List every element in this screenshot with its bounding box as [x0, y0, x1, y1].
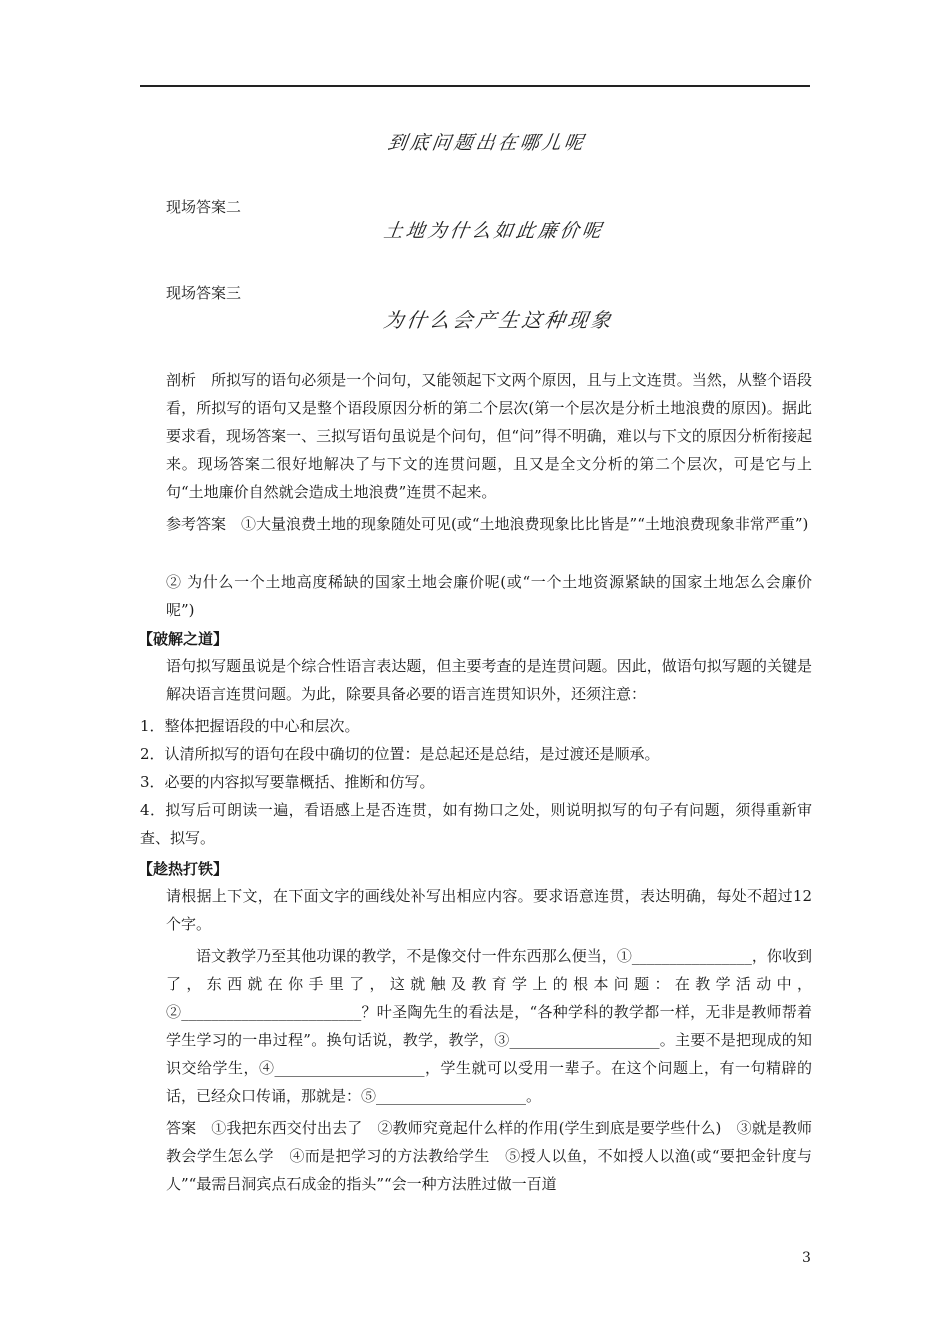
header-rule — [140, 85, 810, 87]
tip-4-text: 4．拟写后可朗读一遍，看语感上是否连贯，如有拗口之处，则说明拟写的句子有问题，须得重新审查、拟写。 — [140, 801, 812, 847]
tip-2: 2．认清所拟写的语句在段中确切的位置：是总起还是总结，是过渡还是顺承。 — [140, 745, 660, 763]
page-number: 3 — [802, 1250, 811, 1266]
reference-answer-2: ② 为什么一个土地高度稀缺的国家土地会廉价呢(或“一个土地资源紧缺的国家土地怎么会廉价呢”) — [166, 573, 812, 619]
tip-4 — [140, 796, 812, 852]
solution-intro: 语句拟写题虽说是个综合性语言表达题，但主要考查的是连贯问题。因此，做语句拟写题的关键是解决语言连贯问题。为此，除要具备必要的语言连贯知识外，还须注意： — [166, 657, 812, 703]
tip-1: 1．整体把握语段的中心和层次。 — [140, 717, 360, 735]
heading-practice: 【趁热打铁】 — [138, 860, 229, 878]
reference-answer-1: 参考答案 ①大量浪费土地的现象随处可见(或“土地浪费现象比比皆是”“土地浪费现象非常严重”) — [166, 515, 809, 533]
handwritten-answer-3: 为什么会产生这种现象 — [382, 308, 616, 332]
tip-3: 3．必要的内容拟写要靠概括、推断和仿写。 — [140, 773, 435, 791]
analysis-paragraph: 剖析 所拟写的语句必须是一个问句，又能领起下文两个原因，且与上文连贯。当然，从整个语段看，所拟写的语句又是整个语段原因分析的第二个层次(第一个层次是分析土地浪费的原因)。据此要求看，现场答案一、三拟写语句虽说是个问句，但“问”得不明确，难以与下文的原因分析衔接起来。现场答案二很好地解决了与下文的连贯问题，且又是全文分析的第二个层次，可是它与上句“土地廉价自然就会造成土地浪费”连贯不起来。 — [166, 371, 812, 501]
practice-passage: 语文教学乃至其他功课的教学，不是像交付一件东西那么便当，①________________，你收到了，东西就在你手里了，这就触及教育学上的根本问题：在教学活动中，②________________________？叶圣陶先生的看法是，“各种学科的教学都一样，无非是教师帮着学生学习的一串过程”。换句话说，教学，教学，③____________________。主要不是把现成的知识交给学生，④____________________，学生就可以受用一辈子。在这个问题上，有一句精辟的话，已经众口传诵，那就是：⑤____________________。 — [166, 947, 812, 1105]
practice-instruction: 请根据上下文，在下面文字的画线处补写出相应内容。要求语意连贯，表达明确，每处不超过12个字。 — [166, 887, 812, 933]
heading-solution: 【破解之道】 — [138, 630, 229, 648]
answer-label-2: 现场答案二 — [166, 198, 242, 216]
handwritten-answer-2: 土地为什么如此廉价呢 — [382, 220, 606, 242]
handwritten-answer-1: 到底问题出在哪儿呢 — [386, 132, 588, 154]
answer-paragraph: 答案 ①我把东西交付出去了 ②教师究竟起什么样的作用(学生到底是要学些什么) ③就是教师教会学生怎么学 ④而是把学习的方法教给学生 ⑤授人以鱼，不如授人以渔(或“要把金针度与人”“最需吕洞宾点石成金的指头”“会一种方法胜过做一百道 — [166, 1119, 812, 1193]
answer-label-3: 现场答案三 — [166, 284, 242, 302]
